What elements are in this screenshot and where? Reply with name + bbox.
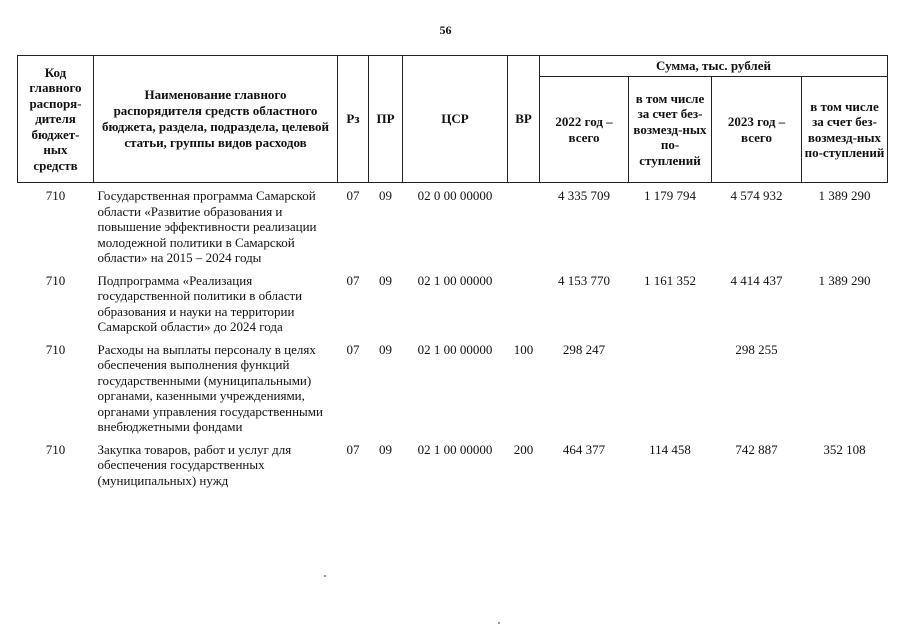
cell-pr: 09 [379, 441, 392, 457]
table-body [18, 183, 888, 491]
header-rz: Рз [338, 56, 369, 183]
header-2023-total: 2023 год – всего [712, 77, 802, 183]
cell-name: Подпрограмма «Реализация государственной политики в области образования и науки на территории Самарской области» до 2024 года [97, 272, 303, 334]
cell-2023-total: 4 574 932 [730, 188, 783, 203]
cell-2022-total: 464 377 [562, 441, 606, 457]
table-row [18, 437, 888, 491]
header-code: Код главного распоря-дителя бюджет-ных средств [18, 56, 94, 183]
cell-code: 710 [45, 188, 66, 203]
cell-pr: 09 [379, 272, 392, 288]
scan-speck [498, 622, 500, 624]
cell-2023-free: 1 389 290 [818, 272, 871, 288]
cell-name: Государственная программа Самарской области «Развитие образования и повышение эффективности реализации молодежной политики в Самарской области» на 2015 – 2024 годы [97, 188, 317, 265]
cell-2022-free: 114 458 [649, 441, 691, 457]
page-number-text: 56 [439, 23, 452, 37]
cell-2023-total: 4 414 437 [730, 272, 783, 288]
cell-2022-total: 298 247 [562, 341, 606, 357]
cell-pr: 09 [379, 188, 392, 203]
header-sum-group: Сумма, тыс. рублей [540, 56, 888, 77]
cell-csr: 02 0 00 00000 [417, 188, 493, 203]
budget-table [17, 55, 888, 490]
cell-vr: 100 [513, 341, 534, 357]
cell-name: Закупка товаров, работ и услуг для обеспечения государственных (муниципальных) нужд [97, 441, 292, 488]
cell-csr: 02 1 00 00000 [417, 341, 493, 357]
cell-rz: 07 [346, 272, 360, 288]
cell-2023-free: 1 389 290 [818, 188, 871, 203]
header-csr: ЦСР [403, 56, 508, 183]
cell-csr: 02 1 00 00000 [417, 272, 493, 288]
cell-code: 710 [45, 441, 66, 457]
cell-rz: 07 [346, 188, 360, 203]
cell-code: 710 [45, 341, 66, 357]
table-row [18, 183, 888, 268]
table-row [18, 337, 888, 437]
cell-vr [508, 268, 540, 337]
cell-2023-total: 298 255 [735, 341, 778, 357]
header-2023-free: в том числе за счет без-возмезд-ных по-ступлений [802, 77, 888, 183]
scan-speck [324, 575, 326, 577]
table-row [18, 268, 888, 337]
cell-pr: 09 [379, 341, 392, 357]
cell-vr: 200 [513, 441, 534, 457]
cell-2022-total: 4 335 709 [558, 188, 610, 203]
cell-2023-total: 742 887 [735, 441, 778, 457]
cell-code: 710 [45, 272, 66, 288]
cell-2022-free [629, 337, 712, 437]
cell-name: Расходы на выплаты персоналу в целях обеспечения выполнения функций государственными (муниципальными) органами, казенными учреждениями, органами управления государственными внебюджетными фондами [97, 341, 323, 434]
cell-2023-free: 352 108 [823, 441, 866, 457]
header-2022-total: 2022 год – всего [540, 77, 629, 183]
cell-2022-total: 4 153 770 [558, 272, 610, 288]
cell-vr [508, 183, 540, 268]
cell-rz: 07 [346, 341, 360, 357]
cell-2022-free: 1 179 794 [644, 188, 696, 203]
cell-csr: 02 1 00 00000 [417, 441, 493, 457]
header-vr: ВР [508, 56, 540, 183]
cell-rz: 07 [346, 441, 360, 457]
header-2022-free: в том числе за счет без-возмезд-ных по-ступлений [629, 77, 712, 183]
cell-2023-free [802, 337, 888, 437]
header-pr: ПР [369, 56, 403, 183]
cell-2022-free: 1 161 352 [644, 272, 696, 288]
page-number [0, 23, 905, 38]
header-name: Наименование главного распорядителя средств областного бюджета, раздела, подраздела, целевой статьи, группы видов расходов [94, 56, 338, 183]
table-header [18, 56, 888, 183]
